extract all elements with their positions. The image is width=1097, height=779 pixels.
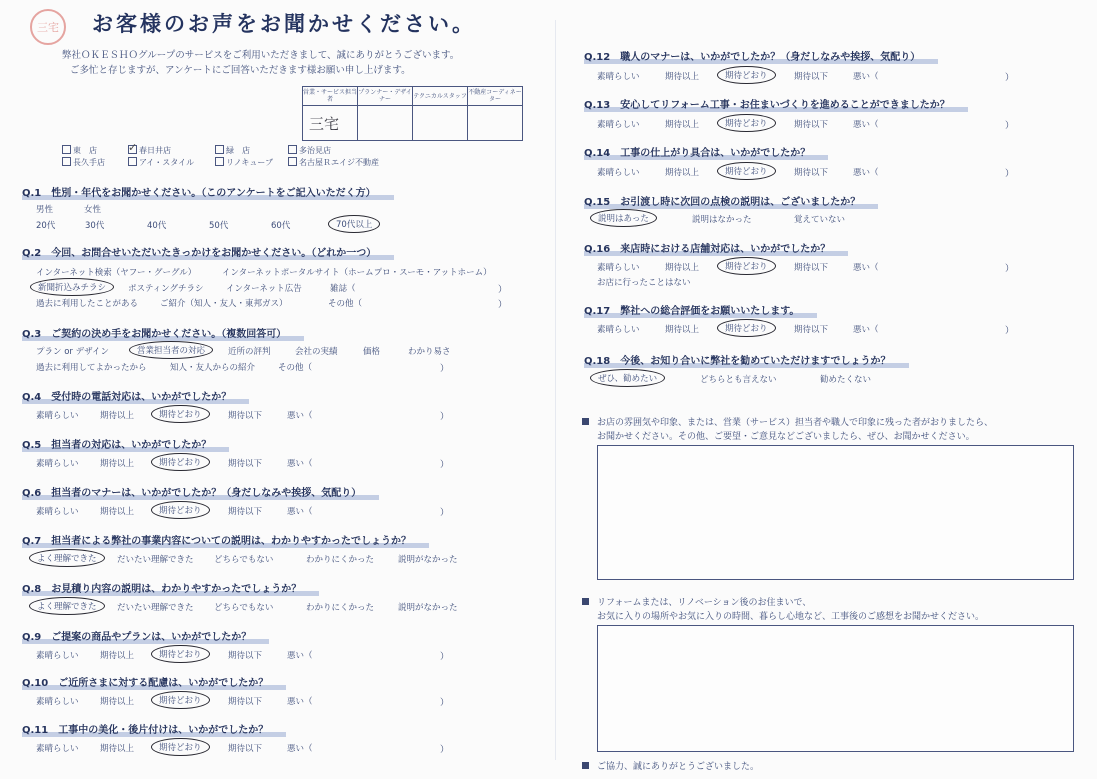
q3-clarity[interactable]: わかり易さ (408, 347, 451, 357)
q3-track-record[interactable]: 会社の実績 (295, 347, 338, 357)
q2-internet-ad[interactable]: インターネット広告 (226, 284, 302, 294)
staff-table (302, 86, 523, 141)
checkbox-icon[interactable] (288, 157, 297, 166)
store-nagoya-rage[interactable]: 名古屋Ｒエイジ不動産 (288, 157, 379, 168)
q4-below[interactable]: 期待以下 (228, 411, 263, 421)
question-1: Q.1 性別・年代をお聞かせください。（このアンケートをご記入いただく方） (22, 184, 394, 200)
store-renocube[interactable]: リノキューブ (215, 157, 273, 168)
staff-header-planner: プランナー・デザイナー (358, 87, 413, 106)
q9-above[interactable]: 期待以上 (100, 651, 135, 661)
store-higashi[interactable]: 東 店 (62, 145, 97, 156)
q6-below[interactable]: 期待以下 (228, 507, 263, 517)
q7-understood-well-selected[interactable]: よく理解できた (29, 549, 105, 567)
question-7: Q.7 担当者による弊社の事業内容についての説明は、わかりやすかったでしょうか？ (22, 532, 429, 548)
q9-as-expected-selected[interactable]: 期待どおり (151, 645, 210, 663)
question-6: Q.6 担当者のマナーは、いかがでしたか？（身だしなみや挨拶、気配り） (22, 484, 379, 500)
q1-age-60s[interactable]: 60代 (271, 221, 291, 231)
q6-above[interactable]: 期待以上 (100, 507, 135, 517)
question-8: Q.8 お見積り内容の説明は、わかりやすかったでしょうか？ (22, 580, 319, 596)
q13-below[interactable]: 期待以下 (794, 120, 829, 130)
q9-excellent[interactable]: 素晴らしい (36, 651, 79, 661)
q5-paren-close: ） (440, 460, 450, 470)
q17-excellent[interactable]: 素晴らしい (597, 325, 640, 335)
q14-below[interactable]: 期待以下 (794, 168, 829, 178)
store-istyle[interactable]: アイ・スタイル (128, 157, 194, 168)
q3-other-paren-close: ） (440, 364, 450, 374)
q13-bad[interactable]: 悪い（ (853, 120, 879, 130)
q4-paren-close: ） (440, 412, 450, 422)
intro-line-1: 弊社ＯＫＥＳＨＯグループのサービスをご利用いただきまして、誠にありがとうございます。 (62, 50, 460, 61)
q15-explained-selected[interactable]: 説明はあった (590, 209, 657, 227)
q14-above[interactable]: 期待以上 (665, 168, 700, 178)
q17-as-expected-selected[interactable]: 期待どおり (717, 319, 776, 337)
q7-mostly-understood[interactable]: だいたい理解できた (117, 555, 194, 565)
checkbox-checked-icon[interactable] (128, 145, 137, 154)
q11-above[interactable]: 期待以上 (100, 744, 135, 754)
q12-as-expected-selected[interactable]: 期待どおり (717, 66, 776, 84)
memo-2-label: リフォームまたは、リノベーション後のお住まいで、 お気に入りの場所やお気に入りの時間、暮らし心地など、工事後のご感想をお聞かせください。 (582, 596, 984, 624)
q10-paren-close: ） (440, 698, 450, 708)
store-tajimi[interactable]: 多治見店 (288, 145, 331, 156)
q16-above[interactable]: 期待以上 (665, 263, 700, 273)
q16-as-expected-selected[interactable]: 期待どおり (717, 257, 776, 275)
q12-below[interactable]: 期待以下 (794, 72, 829, 82)
q5-below[interactable]: 期待以下 (228, 459, 263, 469)
q18-recommend-selected[interactable]: ぜひ、勧めたい (590, 369, 665, 387)
q3-price[interactable]: 価格 (363, 347, 381, 357)
intro-line-2: ご多忙と存じますが、アンケートにご回答いただきます様お願い申し上げます。 (70, 65, 411, 76)
page-title: お客様のお声をお聞かせください。 (92, 12, 476, 36)
q3-reputation[interactable]: 近所の評判 (228, 347, 271, 357)
q7-neither[interactable]: どちらでもない (214, 555, 274, 565)
q6-paren-close: ） (440, 508, 450, 518)
q11-paren-close: ） (440, 745, 450, 755)
q2-posting-flyer[interactable]: ポスティングチラシ (128, 284, 204, 294)
q14-excellent[interactable]: 素晴らしい (597, 168, 640, 178)
q1-gender-male[interactable]: 男性 (36, 205, 54, 215)
q8-mostly-understood[interactable]: だいたい理解できた (117, 603, 194, 613)
q10-bad[interactable]: 悪い（ (287, 697, 313, 707)
question-18: Q.18 今後、お知り合いに弊社を勧めていただけますでしょうか？ (584, 352, 909, 368)
q3-used-before[interactable]: 過去に利用してよかったから (36, 363, 147, 373)
q1-age-70s-selected[interactable]: 70代以上 (328, 215, 380, 233)
q9-paren-close: ） (440, 652, 450, 662)
q9-below[interactable]: 期待以下 (228, 651, 263, 661)
q13-above[interactable]: 期待以上 (665, 120, 700, 130)
memo-2-textarea[interactable] (597, 625, 1074, 752)
checkbox-icon[interactable] (62, 157, 71, 166)
question-16: Q.16 来店時における店舗対応は、いかがでしたか？ (584, 240, 848, 256)
q6-excellent[interactable]: 素晴らしい (36, 507, 79, 517)
q1-age-50s[interactable]: 50代 (209, 221, 229, 231)
q17-above[interactable]: 期待以上 (665, 325, 700, 335)
q7-no-explanation[interactable]: 説明がなかった (398, 555, 458, 565)
q16-never-visited[interactable]: お店に行ったことはない (597, 278, 691, 288)
q8-no-explanation[interactable]: 説明がなかった (398, 603, 458, 613)
q2-magazine[interactable]: 雑誌（ (330, 284, 356, 294)
q4-above[interactable]: 期待以上 (100, 411, 135, 421)
q1-gender-female[interactable]: 女性 (84, 205, 102, 215)
q3-referral[interactable]: 知人・友人からの紹介 (170, 363, 256, 373)
q8-hard-to-understand[interactable]: わかりにくかった (306, 603, 375, 613)
question-15: Q.15 お引渡し時に次回の点検の説明は、ございましたか？ (584, 193, 878, 209)
q2-internet-search[interactable]: インターネット検索（ヤフー・グーグル） (36, 268, 197, 278)
staff-header-sales: 営業・サービス担当者 (303, 87, 358, 106)
q13-excellent[interactable]: 素晴らしい (597, 120, 640, 130)
q10-above[interactable]: 期待以上 (100, 697, 135, 707)
question-12: Q.12 職人のマナーは、いかがでしたか？（身だしなみや挨拶、気配り） (584, 48, 938, 64)
q2-referral[interactable]: ご紹介（知人・友人・東邦ガス） (160, 299, 288, 309)
q2-newspaper-flyer-selected[interactable]: 新聞折込みチラシ (30, 278, 114, 296)
q5-excellent[interactable]: 素晴らしい (36, 459, 79, 469)
q17-paren-close: ） (1005, 326, 1015, 336)
q9-bad[interactable]: 悪い（ (287, 651, 313, 661)
q16-below[interactable]: 期待以下 (794, 263, 829, 273)
q13-paren-close: ） (1005, 121, 1015, 131)
checkbox-icon[interactable] (215, 145, 224, 154)
q10-excellent[interactable]: 素晴らしい (36, 697, 79, 707)
q12-above[interactable]: 期待以上 (665, 72, 700, 82)
q11-bad[interactable]: 悪い（ (287, 744, 313, 754)
q4-excellent[interactable]: 素晴らしい (36, 411, 79, 421)
q5-above[interactable]: 期待以上 (100, 459, 135, 469)
question-4: Q.4 受付時の電話対応は、いかがでしたか？ (22, 388, 249, 404)
question-2: Q.2 今回、お問合せいただいたきっかけをお聞かせください。（どれか一つ） (22, 244, 394, 260)
q10-below[interactable]: 期待以下 (228, 697, 263, 707)
q12-paren-close: ） (1005, 73, 1015, 83)
question-5: Q.5 担当者の対応は、いかがでしたか？ (22, 436, 229, 452)
q2-other-paren-close: ） (498, 300, 508, 310)
square-bullet-icon (582, 598, 589, 605)
q10-as-expected-selected[interactable]: 期待どおり (151, 691, 210, 709)
checkbox-icon[interactable] (215, 157, 224, 166)
question-3: Q.3 ご契約の決め手をお聞かせください。（複数回答可） (22, 325, 304, 341)
staff-planner-name[interactable] (358, 106, 413, 141)
q11-below[interactable]: 期待以下 (228, 744, 263, 754)
q5-as-expected-selected[interactable]: 期待どおり (151, 453, 210, 471)
question-9: Q.9 ご提案の商品やプランは、いかがでしたか？ (22, 628, 269, 644)
q17-below[interactable]: 期待以下 (794, 325, 829, 335)
q18-neither[interactable]: どちらとも言えない (700, 375, 777, 385)
staff-header-realestate: 不動産コーディネーター (468, 87, 523, 106)
column-divider (555, 20, 556, 760)
q11-excellent[interactable]: 素晴らしい (36, 744, 79, 754)
q2-used-before[interactable]: 過去に利用したことがある (36, 299, 139, 309)
q11-as-expected-selected[interactable]: 期待どおり (151, 738, 210, 756)
question-11: Q.11 工事中の美化・後片付けは、いかがでしたか？ (22, 721, 286, 737)
staff-technical-name[interactable] (413, 106, 468, 141)
q3-sales-rep-selected[interactable]: 営業担当者の対応 (129, 341, 213, 359)
memo-1-textarea[interactable] (597, 445, 1074, 580)
q4-bad[interactable]: 悪い（ (287, 411, 313, 421)
q8-understood-well-selected[interactable]: よく理解できた (29, 597, 105, 615)
q6-bad[interactable]: 悪い（ (287, 507, 313, 517)
square-bullet-icon (582, 762, 589, 769)
q12-excellent[interactable]: 素晴らしい (597, 72, 640, 82)
q16-excellent[interactable]: 素晴らしい (597, 263, 640, 273)
q1-age-30s[interactable]: 30代 (85, 221, 105, 231)
q14-bad[interactable]: 悪い（ (853, 168, 879, 178)
store-kasugai[interactable]: ✓ 春日井店 (128, 145, 171, 156)
question-17: Q.17 弊社への総合評価をお願いいたします。 (584, 302, 817, 318)
checkbox-icon[interactable] (62, 145, 71, 154)
q16-bad[interactable]: 悪い（ (853, 263, 879, 273)
q12-bad[interactable]: 悪い（ (853, 72, 879, 82)
question-13: Q.13 安心してリフォーム工事・お住まいづくりを進めることができましたか？ (584, 96, 968, 112)
q4-as-expected-selected[interactable]: 期待どおり (151, 405, 210, 423)
square-bullet-icon (582, 418, 589, 425)
store-midori[interactable]: 緑 店 (215, 145, 250, 156)
q1-age-20s[interactable]: 20代 (36, 221, 56, 231)
q1-age-40s[interactable]: 40代 (147, 221, 167, 231)
staff-sales-name[interactable]: 三宅 (303, 106, 358, 141)
checkbox-icon[interactable] (288, 145, 297, 154)
q5-bad[interactable]: 悪い（ (287, 459, 313, 469)
q14-as-expected-selected[interactable]: 期待どおり (717, 162, 776, 180)
q6-as-expected-selected[interactable]: 期待どおり (151, 501, 210, 519)
q13-as-expected-selected[interactable]: 期待どおり (717, 114, 776, 132)
q3-other[interactable]: その他（ (278, 363, 313, 373)
q2-other[interactable]: その他（ (328, 299, 363, 309)
q8-neither[interactable]: どちらでもない (214, 603, 274, 613)
checkbox-icon[interactable] (128, 157, 137, 166)
q7-hard-to-understand[interactable]: わかりにくかった (306, 555, 375, 565)
q16-paren-close: ） (1005, 264, 1015, 274)
q14-paren-close: ） (1005, 169, 1015, 179)
q17-bad[interactable]: 悪い（ (853, 325, 879, 335)
q2-magazine-paren-close: ） (498, 285, 508, 295)
hanko-seal-icon: 三宅 (30, 9, 66, 45)
q18-not-recommend[interactable]: 勧めたくない (820, 375, 872, 385)
store-nagakute[interactable]: 長久手店 (62, 157, 105, 168)
question-14: Q.14 工事の仕上がり具合は、いかがでしたか？ (584, 144, 828, 160)
q15-dont-remember[interactable]: 覚えていない (794, 215, 846, 225)
memo-1-label: お店の雰囲気や印象、または、営業（サービス）担当者や職人で印象に残った者がおりましたら、 お聞かせください。その他、ご要望・ご意見などございましたら、ぜひ、お聞かせください。 (582, 416, 993, 444)
staff-realestate-name[interactable] (468, 106, 523, 141)
footer-thanks: ご協力、誠にありがとうございました。 (582, 759, 759, 772)
question-10: Q.10 ご近所さまに対する配慮は、いかがでしたか？ (22, 674, 286, 690)
q3-plan-design[interactable]: プラン or デザイン (36, 347, 110, 357)
q15-not-explained[interactable]: 説明はなかった (692, 215, 752, 225)
q2-portal-site[interactable]: インターネットポータルサイト（ホームプロ・スーモ・アットホーム） (222, 268, 492, 278)
staff-header-technical: テクニカルスタッフ (413, 87, 468, 106)
